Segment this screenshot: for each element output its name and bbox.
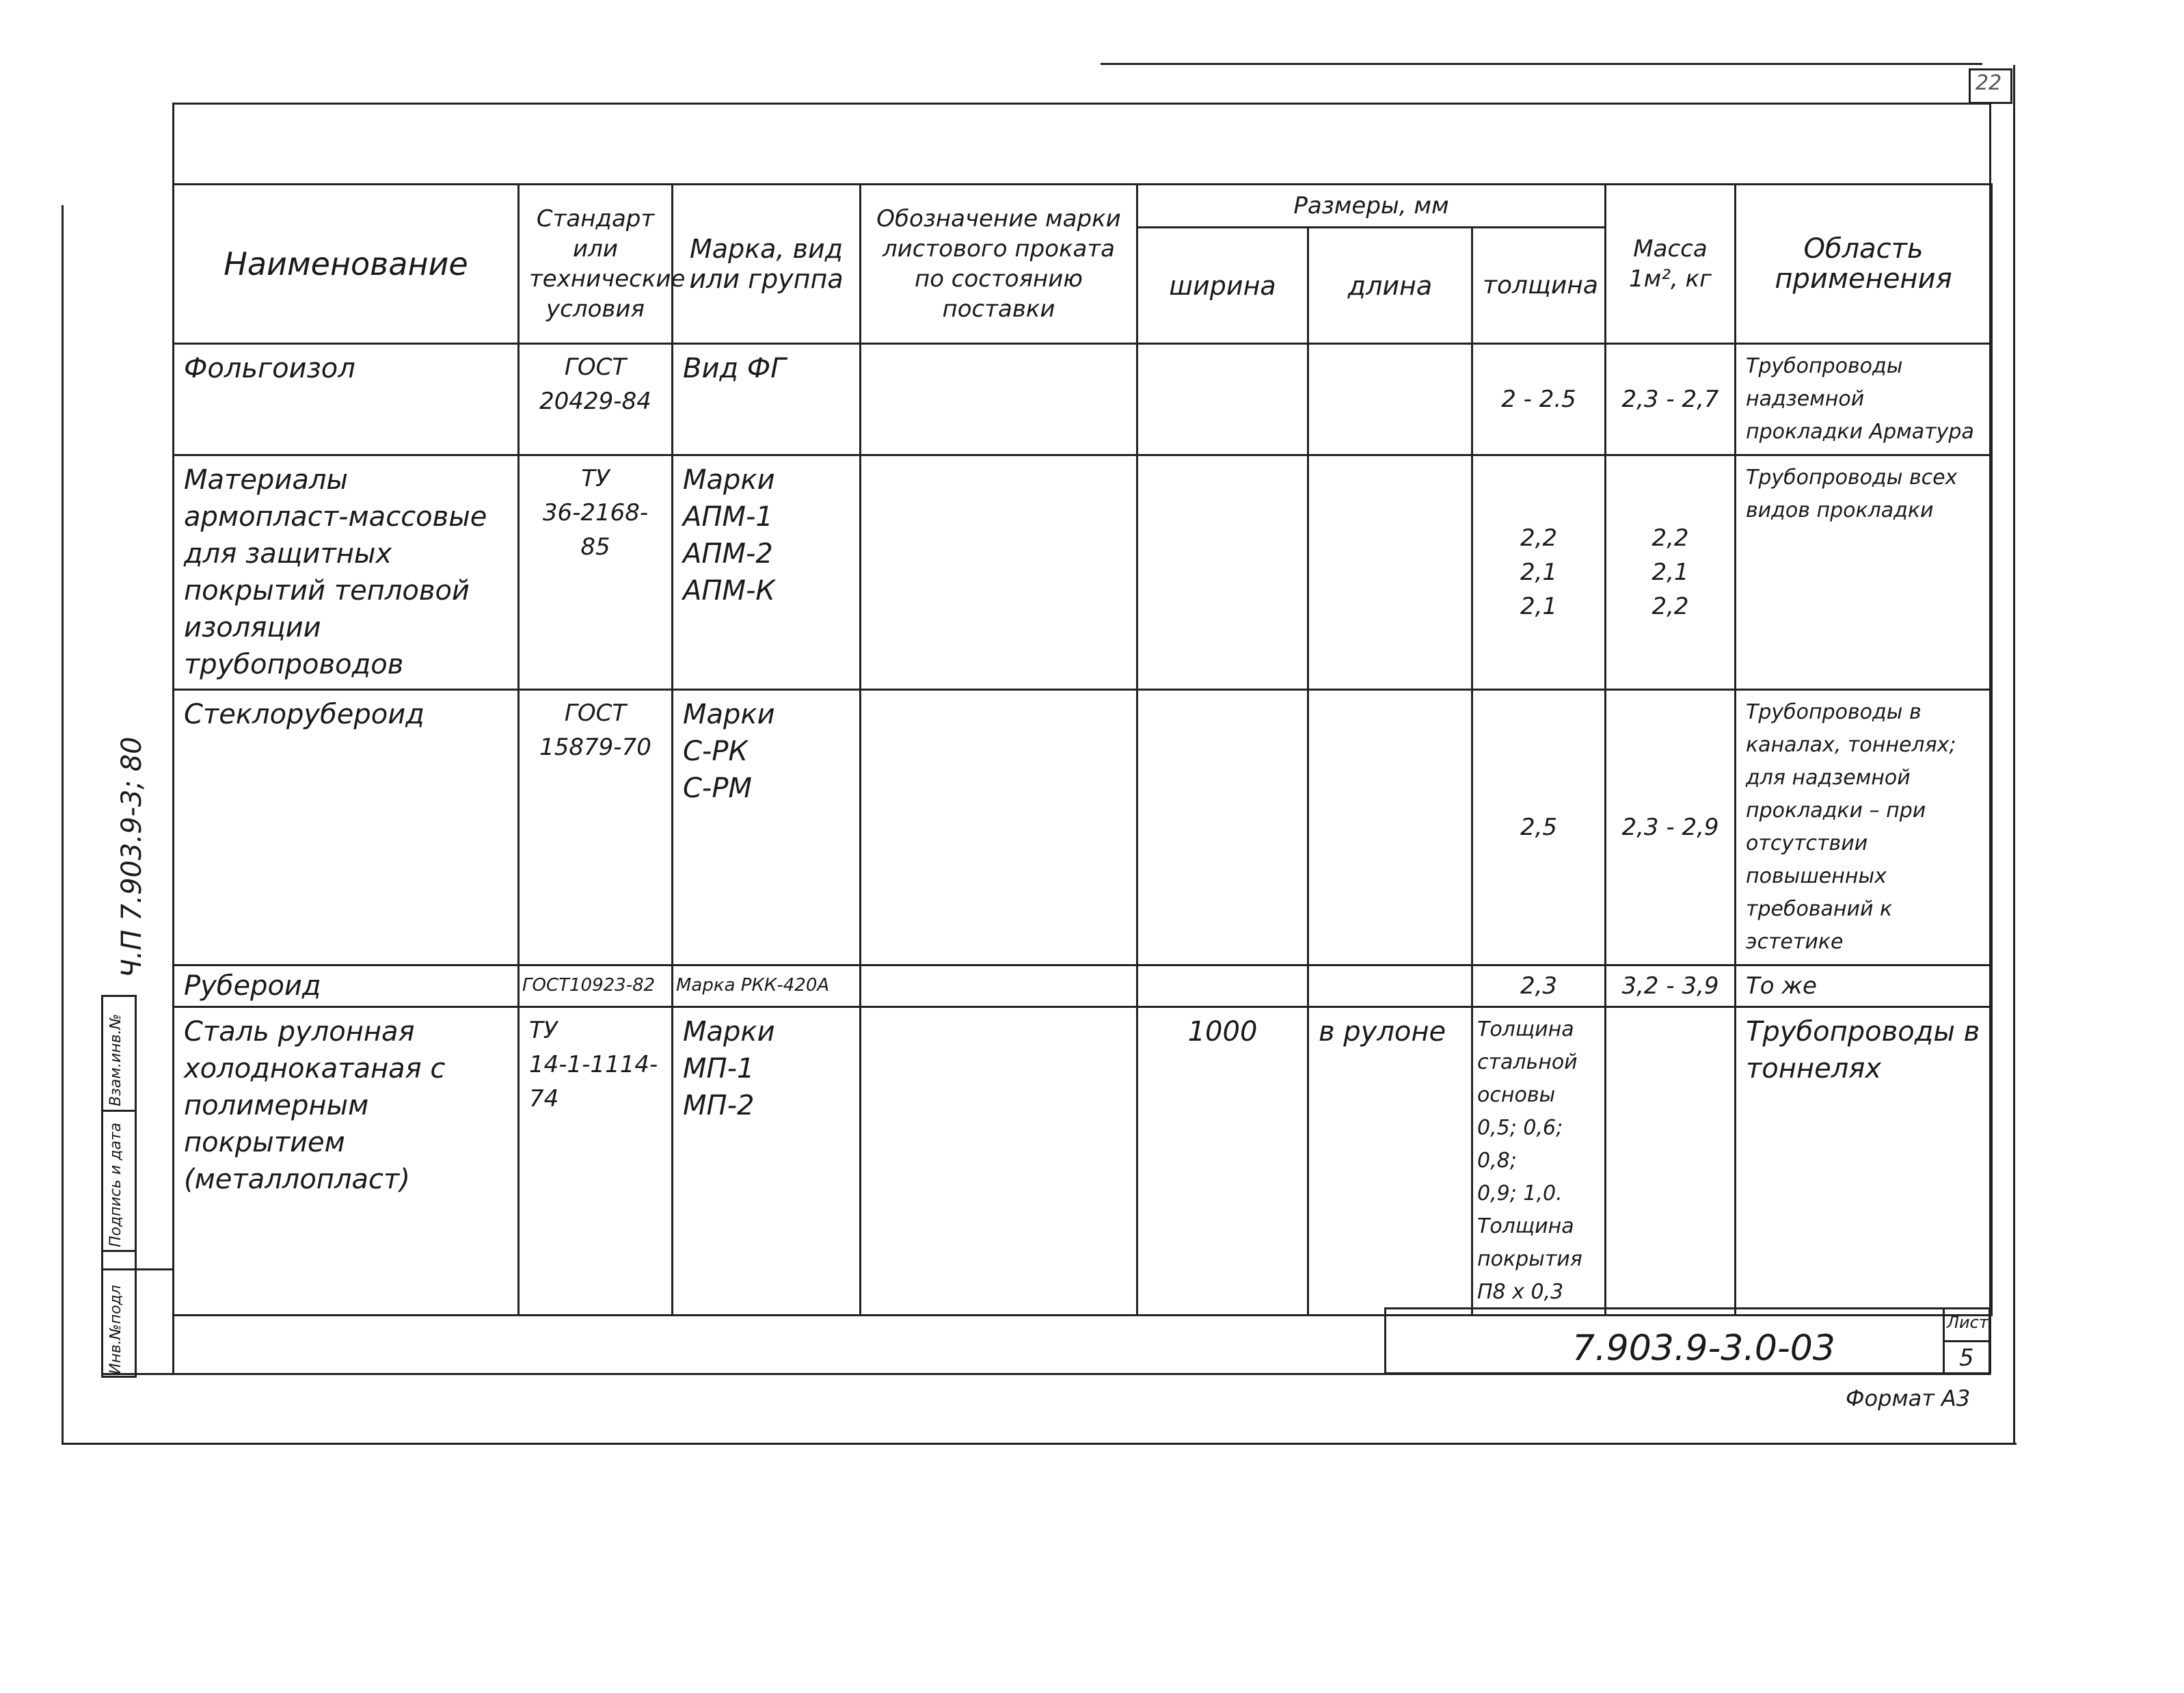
row-4-width [1137,965,1308,1007]
row-3-name: Стеклорубероид [174,690,519,965]
corner-sheet-number: 22 [1976,71,2002,95]
row-4-length [1308,965,1472,1007]
row-4-standard: ГОСТ10923-82 [519,965,673,1007]
table-row [174,690,1992,965]
header-designation: Обозначение марки листового проката по состоянию поставки [861,185,1137,344]
header-mark: Марка, вид или группа [673,185,861,344]
row-5-mass [1606,1007,1736,1316]
row-3-mass: 2,3 - 2,9 [1606,690,1736,965]
row-2-area: Трубопроводы всех видов прокладки [1736,455,1992,690]
row-3-designation [861,690,1137,965]
row-2-thickness: 2,2 2,1 2,1 [1472,455,1606,690]
title-block-sheet-number: 5 [1959,1344,1974,1372]
row-1-length [1308,344,1472,455]
frame-top-inner [172,103,1991,105]
title-block-sheet-mid [1943,1340,1991,1342]
header-standard: Стандарт или технические условия [519,185,673,344]
header-area: Область применения [1736,185,1992,344]
header-length: длина [1308,228,1472,344]
row-4-mass: 3,2 - 3,9 [1606,965,1736,1007]
row-5-thickness: Толщина стальной основы 0,5; 0,6; 0,8; 0,9; 1,0. Толщина покрытия П8 х 0,3 [1472,1007,1606,1316]
row-1-designation [861,344,1137,455]
row-2-name: Материалы армопласт-массовые для защитных покрытий тепловой изоляции трубопроводов [174,455,519,690]
row-1-mark: Вид ФГ [673,344,861,455]
header-dimensions: Размеры, мм [1137,185,1606,228]
frame-top-line [1101,63,1982,65]
row-3-area: Трубопроводы в каналах, тоннелях; для надземной прокладки – при отсутствии повышенных требований к эстетике [1736,690,1992,965]
frame-right-outer [2013,65,2015,1445]
table-row [174,1007,1992,1316]
row-1-width [1137,344,1308,455]
side-stamp-vzam: Взам.инв.№ [107,1013,124,1106]
side-stamp-inv-podl: Инв.№подл [107,1285,124,1374]
frame-bottom-outer [62,1443,2017,1445]
row-1-area: Трубопроводы надземной прокладки Арматура [1736,344,1992,455]
row-4-thickness: 2,3 [1472,965,1606,1007]
row-4-name: Рубероид [174,965,519,1007]
row-5-length: в рулоне [1308,1007,1472,1316]
row-2-designation [861,455,1137,690]
row-3-thickness: 2,5 [1472,690,1606,965]
header-name: Наименование [174,185,519,344]
side-stamp [101,995,137,1378]
format-label: Формат А3 [1846,1385,1971,1411]
title-block-doc-code: 7.903.9-3.0-03 [1572,1328,1835,1369]
row-4-area: То же [1736,965,1992,1007]
side-stamp-divider-1 [103,1250,135,1252]
header-width: ширина [1137,228,1308,344]
row-5-name: Сталь рулонная холоднокатаная с полимерным покрытием (металлопласт) [174,1007,519,1316]
row-5-designation [861,1007,1137,1316]
row-1-mass: 2,3 - 2,7 [1606,344,1736,455]
row-1-thickness: 2 - 2.5 [1472,344,1606,455]
table-row [174,455,1992,690]
table-row [174,344,1992,455]
header-row-1 [174,185,1992,228]
row-2-standard: ТУ 36-2168-85 [519,455,673,690]
row-3-mark: Марки С-РК С-РМ [673,690,861,965]
row-2-width [1137,455,1308,690]
row-1-name: Фольгоизол [174,344,519,455]
frame-left-outer [62,205,64,1443]
row-5-area: Трубопроводы в тоннелях [1736,1007,1992,1316]
row-3-width [1137,690,1308,965]
header-mass: Масса 1м², кг [1606,185,1736,344]
margin-tick-1 [101,1268,172,1270]
row-2-length [1308,455,1472,690]
row-1-standard: ГОСТ 20429-84 [519,344,673,455]
row-5-mark: Марки МП-1 МП-2 [673,1007,861,1316]
row-2-mark: Марки АПМ-1 АПМ-2 АПМ-К [673,455,861,690]
side-document-code: Ч.П 7.903.9-3; 80 [116,736,148,978]
header-thickness: толщина [1472,228,1606,344]
row-4-designation [861,965,1137,1007]
row-5-width: 1000 [1137,1007,1308,1316]
title-block-sheet-label: Лист [1947,1313,1988,1332]
specification-table [172,183,1993,1316]
row-5-standard: ТУ 14-1-1114-74 [519,1007,673,1316]
row-2-mass: 2,2 2,1 2,2 [1606,455,1736,690]
side-stamp-podpis: Подпись и дата [107,1122,124,1247]
table-row [174,965,1992,1007]
row-3-length [1308,690,1472,965]
side-stamp-divider-2 [103,1110,135,1112]
row-4-mark: Марка РКК-420А [673,965,861,1007]
row-3-standard: ГОСТ 15879-70 [519,690,673,965]
